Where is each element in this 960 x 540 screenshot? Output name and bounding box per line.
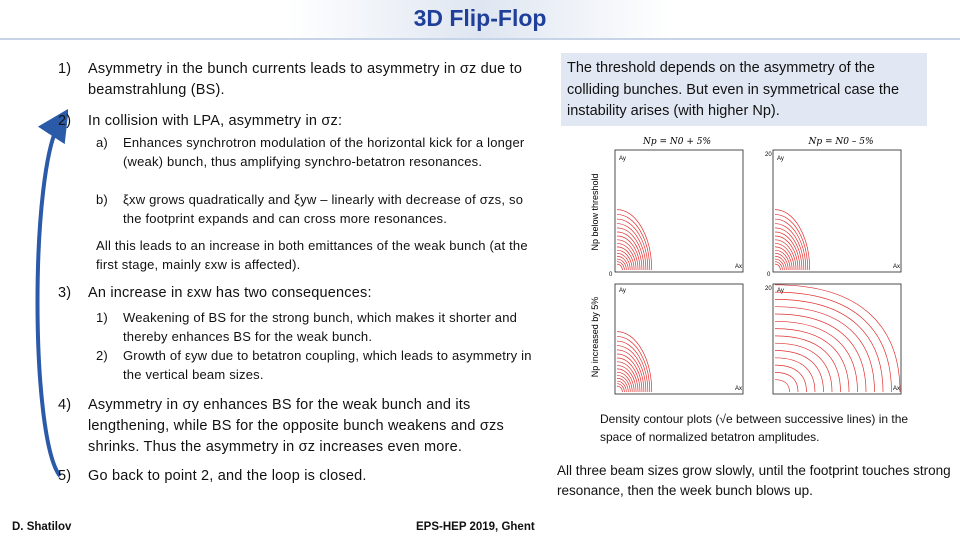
contour-line — [775, 321, 858, 392]
panel-br-ay-label: Ay — [777, 288, 784, 294]
contour-line — [775, 299, 883, 392]
column-1-header: Np = N0 + 5% — [642, 137, 712, 147]
contour-line — [617, 264, 622, 270]
panel-tl-tick-0: 0 — [609, 272, 613, 278]
point-2-text: In collision with LPA, asymmetry in σz: — [88, 113, 343, 129]
point-1-number: 1) — [58, 61, 72, 77]
contour-lines — [617, 210, 900, 392]
row-2-label: Np increased by 5% — [590, 296, 600, 378]
column-2-header: Np = N0 – 5% — [808, 137, 874, 147]
point-2a-text: Enhances synchrotron modulation of the horizontal kick for a longer (weak) bunch, thus amplifying synchro-betatron resonances. — [123, 135, 525, 169]
contour-line — [775, 336, 841, 392]
contour-line — [775, 358, 815, 392]
title-bar — [0, 0, 960, 38]
point-1-text: Asymmetry in the bunch currents leads to asymmetry in σz due to beamstrahlung (BS). — [88, 61, 523, 98]
info-box — [561, 53, 927, 126]
point-5-text: Go back to point 2, and the loop is closed. — [88, 468, 367, 484]
contour-plot-figure — [583, 132, 923, 400]
conclusion-text: All three beam sizes grow slowly, until the footprint touches strong resonance, then the week bunch blows up. — [557, 463, 951, 498]
panel-tl-ay-label: Ay — [619, 156, 626, 162]
slide-title: 3D Flip-Flop — [413, 5, 547, 31]
point-2b-number: b) — [96, 192, 108, 207]
point-4-text: Asymmetry in σy enhances BS for the weak bunch and its lengthening, while BS for the opposite bunch weakens and σzs shrinks. Thus the asymmetry in σz increases even more. — [88, 397, 504, 455]
figure-caption: Density contour plots (√e between successive lines) in the space of normalized betatron amplitudes. — [600, 412, 909, 444]
panel-tl-ax-label: Ax — [735, 264, 743, 270]
point-3-2-text: Growth of εyw due to betatron coupling, which leads to asymmetry in the vertical beam sizes. — [123, 348, 532, 382]
contour-line — [775, 307, 875, 392]
point-3-2-number: 2) — [96, 348, 108, 363]
contour-line — [775, 372, 798, 392]
point-5-number: 5) — [58, 468, 72, 484]
info-text: The threshold depends on the asymmetry of the colliding bunches. But even in symmetrical case the instability arises (with higher Np). — [567, 60, 900, 119]
footer-author: D. Shatilov — [12, 521, 72, 533]
title-underline — [0, 38, 960, 40]
point-3-text: An increase in εxw has two consequences: — [88, 285, 372, 301]
panel-tr-ay-label: Ay — [777, 156, 784, 162]
contour-line — [775, 264, 780, 270]
point-2b-text: ξxw grows quadratically and ξyw – linearly with decrease of σzs, so the footprint expands and can cross more resonances. — [123, 192, 524, 226]
contour-line — [775, 314, 866, 392]
contour-line — [617, 386, 622, 392]
point-2-number: 2) — [58, 113, 72, 129]
panel-tr-ax-label: Ax — [893, 264, 901, 270]
point-3-1-text: Weakening of BS for the strong bunch, which makes it shorter and thereby enhances BS for the weak bunch. — [123, 310, 518, 344]
footer-conference: EPS-HEP 2019, Ghent — [416, 521, 535, 533]
contour-line — [775, 343, 832, 392]
panel-br-ax-label: Ax — [893, 386, 901, 392]
contour-line — [775, 285, 900, 392]
point-4-number: 4) — [58, 397, 72, 413]
panel-top-right — [773, 150, 901, 272]
contour-line — [775, 351, 824, 393]
contour-line — [775, 380, 790, 392]
point-2-summary: All this leads to an increase in both emittances of the weak bunch (at the first stage, mainly εxw is affected). — [96, 238, 528, 272]
point-2a-number: a) — [96, 135, 108, 150]
row-1-label: Np below threshold — [590, 173, 600, 251]
panel-top-left — [615, 150, 743, 272]
contour-line — [775, 365, 807, 392]
point-3-number: 3) — [58, 285, 72, 301]
panel-bl-ax-label: Ax — [735, 386, 743, 392]
panel-tr-tick-20: 20 — [765, 152, 772, 158]
point-3-1-number: 1) — [96, 310, 108, 325]
panel-br-tick-20: 20 — [765, 286, 772, 292]
panel-tr-tick-0: 0 — [767, 272, 771, 278]
panel-bl-ay-label: Ay — [619, 288, 626, 294]
